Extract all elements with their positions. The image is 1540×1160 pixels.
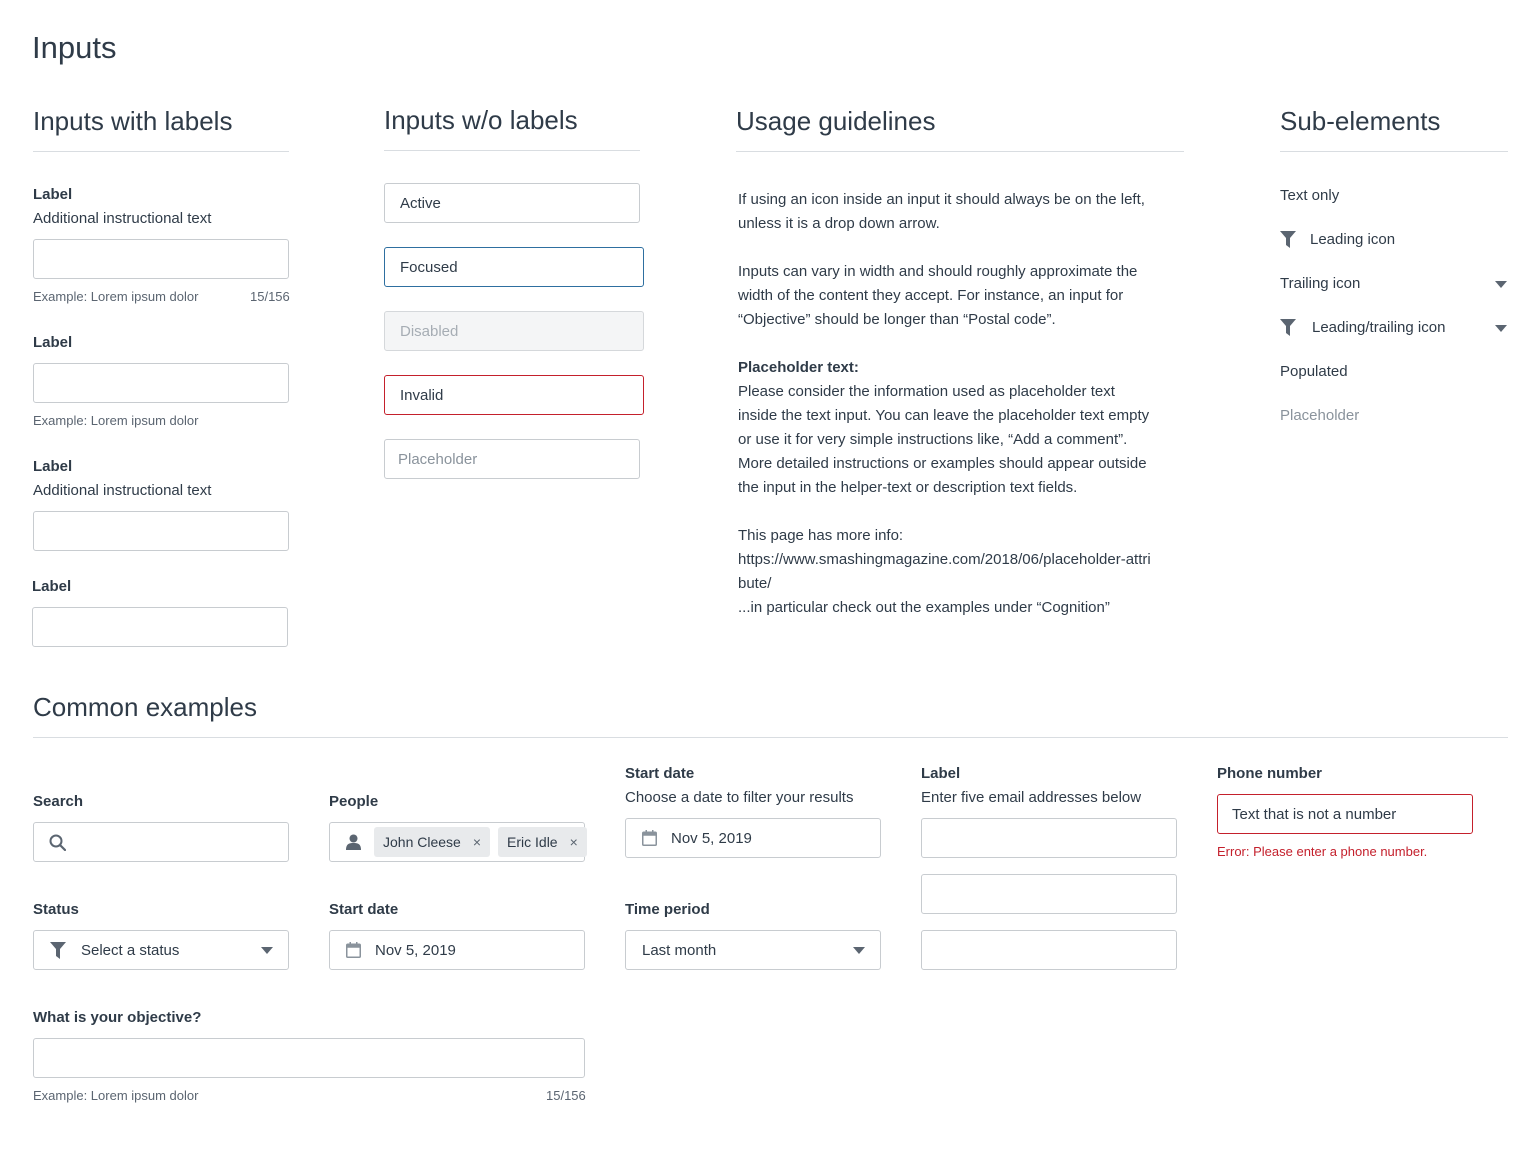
input-focused[interactable] — [384, 247, 644, 287]
sub-element-label: Text only — [1280, 187, 1340, 204]
input-active[interactable] — [384, 183, 640, 223]
labeled-text-input[interactable] — [33, 363, 289, 403]
sub-element-label: Leading/trailing icon — [1312, 319, 1446, 336]
start-date-picker[interactable] — [625, 818, 881, 858]
usage-heading: Usage guidelines — [736, 106, 936, 136]
start-date-picker[interactable] — [329, 930, 585, 970]
phone-error-message: Error: Please enter a phone number. — [1217, 844, 1428, 859]
sub-element-label: Placeholder — [1280, 407, 1360, 424]
reference-link[interactable]: https://www.smashingmagazine.com/2018/06/placeholder-attribute/ — [738, 551, 1151, 592]
input-disabled — [384, 311, 644, 351]
guideline-paragraph: If using an icon inside an input it should always be on the left, unless it is a drop down arrow. — [738, 191, 1145, 232]
remove-chip-icon[interactable]: × — [472, 834, 482, 850]
date-value: Nov 5, 2019 — [671, 829, 752, 847]
sub-element-text-only — [1280, 187, 1339, 204]
chevron-down-icon — [261, 947, 273, 954]
sub-element-leading-trailing-icon — [1280, 319, 1445, 336]
objective-input[interactable] — [33, 1038, 585, 1078]
status-select[interactable] — [33, 930, 289, 970]
helper-text: Example: Lorem ipsum dolor — [33, 413, 199, 428]
field-label: Label — [32, 578, 72, 595]
sub-elements-heading: Sub-elements — [1280, 106, 1441, 136]
field-instruction: Additional instructional text — [33, 482, 212, 499]
people-label: People — [329, 793, 379, 810]
email-instruction: Enter five email addresses below — [921, 789, 1142, 806]
guideline-paragraph: Inputs can vary in width and should roughly approximate the width of the content they accept. For instance, an input for “Objective” should be longer than “Postal code”. — [738, 263, 1138, 328]
time-period-label: Time period — [625, 901, 710, 918]
calendar-icon — [642, 830, 657, 846]
filter-icon — [1280, 231, 1296, 248]
guideline-paragraph: Please consider the information used as placeholder text inside the text input. You can leave the placeholder text empty or use it for very simple instructions like, “Add a comment”. More detailed instructions or examples should appear outside the input in the helper-text or description text fields. — [738, 383, 1150, 496]
labeled-text-input[interactable] — [33, 511, 289, 551]
input-placeholder[interactable] — [384, 439, 640, 479]
common-examples-divider — [33, 737, 1508, 738]
input-placeholder-text: Placeholder — [398, 450, 478, 468]
input-value: Active — [400, 194, 441, 212]
usage-guidelines-text — [738, 188, 1158, 620]
input-invalid[interactable] — [384, 375, 644, 415]
person-chip[interactable] — [374, 827, 490, 857]
with-labels-heading: Inputs with labels — [33, 106, 233, 136]
person-icon — [346, 834, 361, 850]
caret-down-icon — [1495, 281, 1507, 288]
chevron-down-icon — [853, 947, 865, 954]
without-labels-divider — [384, 150, 640, 151]
start-date-label: Start date — [329, 901, 399, 918]
guideline-paragraph: ...in particular check out the examples under “Cognition” — [738, 599, 1110, 616]
sub-elements-divider — [1280, 151, 1508, 152]
sub-element-trailing-icon — [1280, 275, 1360, 292]
time-period-value: Last month — [642, 941, 717, 959]
with-labels-divider — [33, 151, 289, 152]
sub-element-label: Populated — [1280, 363, 1348, 380]
guideline-paragraph: This page has more info: — [738, 527, 904, 544]
page-title: Inputs — [32, 30, 117, 65]
sub-element-label: Leading icon — [1310, 231, 1396, 248]
character-counter: 15/156 — [250, 289, 290, 304]
without-labels-heading: Inputs w/o labels — [384, 105, 578, 135]
sub-element-label: Trailing icon — [1280, 275, 1361, 292]
start-date-instruction: Choose a date to filter your results — [625, 789, 854, 806]
character-counter: 15/156 — [546, 1088, 586, 1103]
caret-down-icon — [1495, 325, 1507, 332]
labeled-text-input[interactable] — [32, 607, 288, 647]
search-label: Search — [33, 793, 84, 810]
time-period-select[interactable] — [625, 930, 881, 970]
chip-label: Eric Idle — [507, 834, 558, 850]
helper-text: Example: Lorem ipsum dolor — [33, 289, 199, 304]
person-chip[interactable] — [498, 827, 587, 857]
status-label: Status — [33, 901, 79, 918]
input-value: Invalid — [400, 386, 444, 404]
search-icon — [49, 834, 66, 851]
email-field[interactable] — [921, 930, 1177, 970]
status-placeholder: Select a status — [81, 941, 180, 959]
remove-chip-icon[interactable]: × — [569, 834, 578, 850]
usage-divider — [736, 151, 1184, 152]
common-examples-heading: Common examples — [33, 692, 257, 722]
email-field[interactable] — [921, 818, 1177, 858]
email-field[interactable] — [921, 874, 1177, 914]
field-label: Label — [33, 458, 73, 475]
objective-label: What is your objective? — [33, 1009, 202, 1026]
sub-element-populated — [1280, 363, 1348, 380]
input-value: Focused — [400, 258, 458, 276]
date-value: Nov 5, 2019 — [375, 941, 456, 959]
guideline-subheading: Placeholder text: — [738, 359, 859, 376]
phone-label: Phone number — [1217, 765, 1323, 782]
calendar-icon — [346, 942, 361, 958]
phone-value: Text that is not a number — [1232, 805, 1397, 823]
labeled-text-input[interactable] — [33, 239, 289, 279]
sub-element-placeholder — [1280, 407, 1359, 424]
helper-text: Example: Lorem ipsum dolor — [33, 1088, 199, 1103]
phone-number-field[interactable] — [1217, 794, 1473, 834]
filter-icon — [50, 942, 66, 959]
field-label: Label — [33, 334, 73, 351]
input-value: Disabled — [400, 322, 459, 340]
field-label: Label — [33, 186, 73, 203]
start-date-label: Start date — [625, 765, 695, 782]
email-label: Label — [921, 765, 961, 782]
sub-element-leading-icon — [1280, 231, 1395, 248]
people-multiselect[interactable] — [329, 822, 585, 862]
search-input[interactable] — [33, 822, 289, 862]
chip-label: John Cleese — [383, 834, 461, 850]
field-instruction: Additional instructional text — [33, 210, 212, 227]
filter-icon — [1280, 319, 1296, 336]
